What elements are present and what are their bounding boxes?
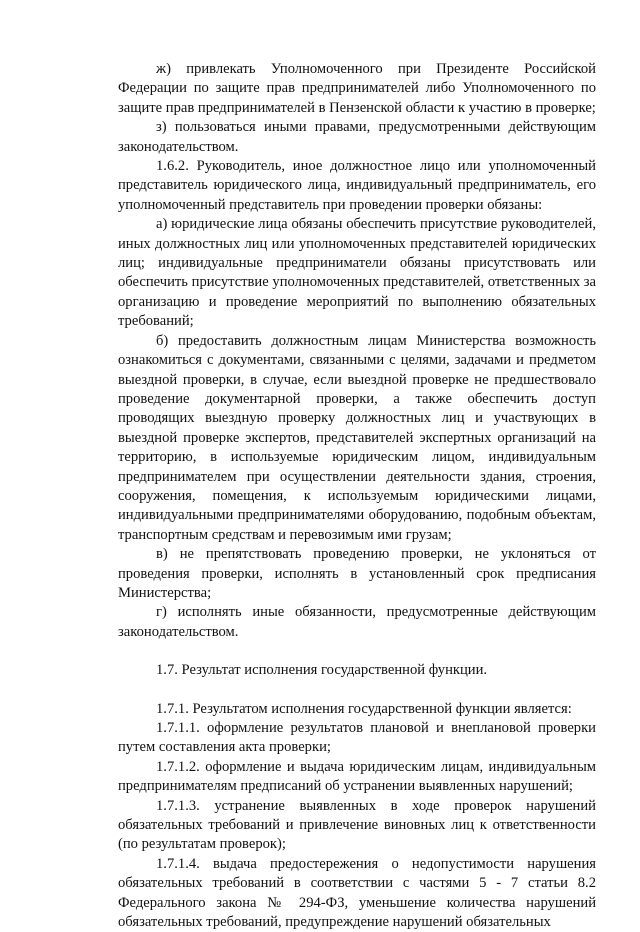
- paragraph-1-6-2: 1.6.2. Руководитель, иное должностное лицо или уполномоченный представитель юридического лица, индивидуальный предприниматель, его уполномоченный представитель при проведении проверки обязаны:: [118, 158, 596, 213]
- blank-line: [118, 642, 596, 661]
- paragraph-1-7-1-1: 1.7.1.1. оформление результатов плановой и внеплановой проверки путем составления акта проверки;: [118, 720, 596, 756]
- paragraph-1-7-1-4: 1.7.1.4. выдача предостережения о недопустимости нарушения обязательных требований в соответствии с частями 5 - 7 статьи 8.2 Федерального закона № 294-ФЗ, уменьшение количества нарушений обязательных требований, предупреждение нарушений обязательных: [118, 855, 596, 931]
- document-page: [118, 60, 596, 932]
- paragraph-z: з) пользоваться иными правами, предусмотренными действующим законодательством.: [118, 119, 596, 155]
- paragraph-g: г) исполнять иные обязанности, предусмотренные действующим законодательством.: [118, 604, 596, 640]
- paragraph-zh: ж) привлекать Уполномоченного при Президенте Российской Федерации по защите прав предпринимателей либо Уполномоченного по защите прав предпринимателей в Пензенской области к участию в проверке;: [118, 61, 596, 116]
- blank-line: [118, 681, 596, 700]
- section-heading-1-7: 1.7. Результат исполнения государственной функции.: [156, 662, 488, 679]
- paragraph-1-7-1: 1.7.1. Результатом исполнения государственной функции является:: [156, 700, 572, 717]
- paragraph-1-7-1-3: 1.7.1.3. устранение выявленных в ходе проверок нарушений обязательных требований и привлечение виновных лиц к ответственности (по результатам проверок);: [118, 797, 596, 853]
- paragraph-v: в) не препятствовать проведению проверки, не уклоняться от проведения проверки, исполнять в установленный срок предписания Министерства;: [118, 546, 596, 601]
- paragraph-b: б) предоставить должностным лицам Министерства возможность ознакомиться с документами, связанными с целями, задачами и предметом выездной проверки, в случае, если выездной проверке не предшествовало проведение документарной проверки, а также обеспечить доступ проводящих выездную проверку должностных лиц и участвующих в выездной проверке экспертов, представителей экспертных организаций на территорию, в используемые юридическим лицом, индивидуальным предпринимателем при осуществлении деятельности здания, строения, сооружения, помещения, к используемым юридическими лицами, индивидуальными предпринимателями оборудованию, подобным объектам, транспортным средствам и перевозимым ими грузам;: [118, 332, 596, 543]
- paragraph-1-7-1-2: 1.7.1.2. оформление и выдача юридическим лицам, индивидуальным предпринимателям предписаний об устранении выявленных нарушений;: [118, 758, 596, 795]
- paragraph-a: а) юридические лица обязаны обеспечить присутствие руководителей, иных должностных лиц или уполномоченных представителей юридических лиц; индивидуальные предприниматели обязаны присутствовать или обеспечить присутствие уполномоченных представителей, ответственных за организацию и проведение мероприятий по выполнению обязательных требований;: [118, 216, 596, 330]
